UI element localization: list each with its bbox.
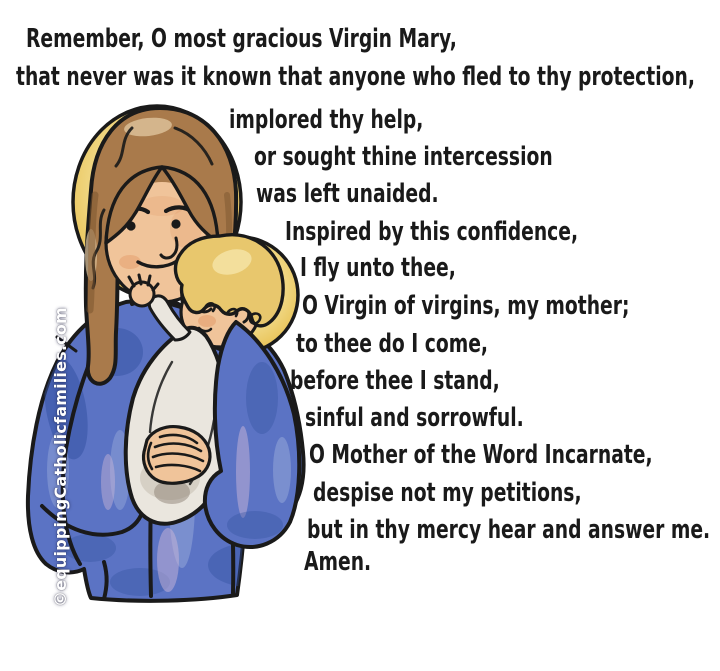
prayer-line: Inspired by this confidence, <box>285 217 579 247</box>
baby-hair <box>175 235 283 326</box>
prayer-line: but in thy mercy hear and answer me. <box>307 515 711 545</box>
prayer-line: or sought thine intercession <box>254 142 553 172</box>
mary-right-sleeve <box>205 322 299 547</box>
prayer-line: sinful and sorrowful. <box>305 403 524 433</box>
prayer-line: O Mother of the Word Incarnate, <box>309 440 653 470</box>
mary-hand <box>143 427 209 484</box>
prayer-line: Amen. <box>304 547 372 577</box>
prayer-line: was left unaided. <box>256 179 439 209</box>
prayer-line: before thee I stand, <box>290 366 500 396</box>
prayer-line: implored thy help, <box>229 105 424 135</box>
prayer-line: I fly unto thee, <box>300 253 456 283</box>
prayer-line: O Virgin of virgins, my mother; <box>302 291 630 321</box>
prayer-line: Remember, O most gracious Virgin Mary, <box>26 24 457 54</box>
prayer-line: that never was it known that anyone who fled to thy protection, <box>16 62 695 92</box>
prayer-line: despise not my petitions, <box>313 478 582 508</box>
copyright-watermark: ©equippingCatholicfamilies.com <box>51 307 70 607</box>
prayer-line: to thee do I come, <box>296 329 489 359</box>
